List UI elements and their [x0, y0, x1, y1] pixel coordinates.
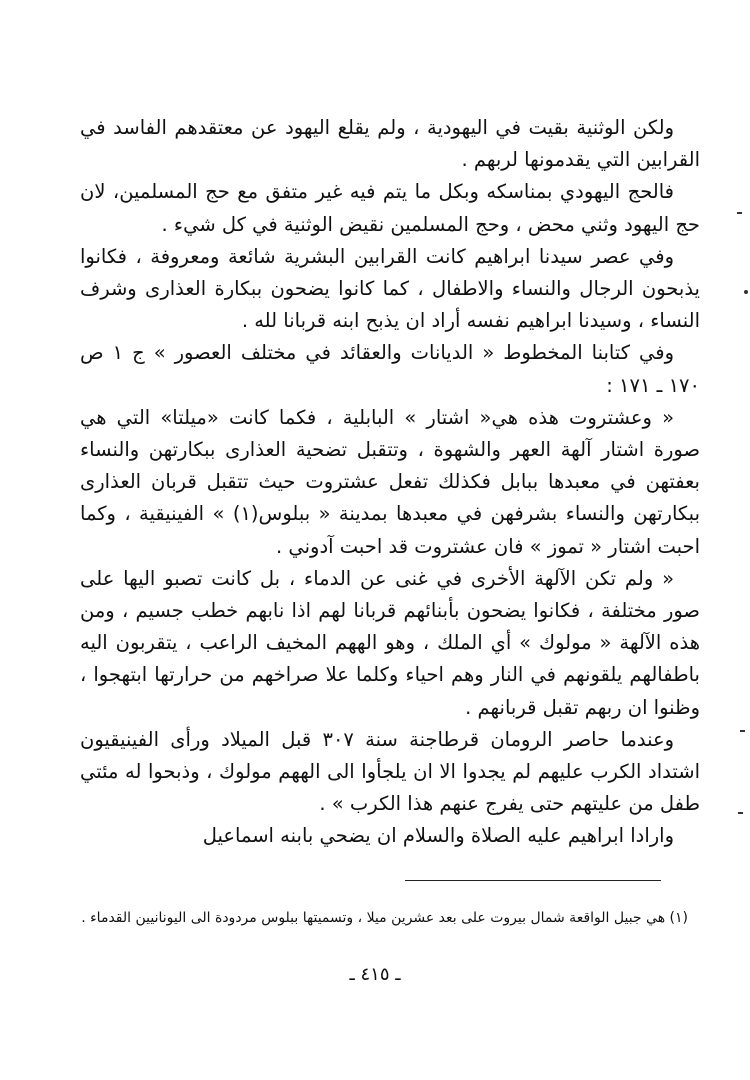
- paragraph-3: وفي عصر سيدنا ابراهيم كانت القرابين البشرية شائعة ومعروفة ، فكانوا يذبحون الرجال والنساء والاطفال ، كما كانوا يضحون ببكارة العذارى وشرف النساء ، وسيدنا ابراهيم نفسه أراد ان يذبح ابنه قربانا لله .: [80, 244, 700, 333]
- paragraph-6: « ولم تكن الآلهة الأخرى في غنى عن الدماء ، بل كانت تصبو اليها على صور مختلفة ، فكانوا يضحون بأبنائهم قربانا لهم اذا نابهم خطب جسيم ، ومن هذه الآلهة « مولوك » أي الملك ، وهو الههم المخيف الراعب ، يتقربون اليه باطفالهم يلقونهم في النار وهم احياء وكلما علا صراخهم من حرارتها ابتهجوا ، وظنوا ان ربهم تقبل قربانهم .: [80, 566, 700, 719]
- page-number: ـ ٤١٥ ـ: [349, 964, 401, 985]
- paragraph-5: « وعشتروت هذه هي« اشتار » البابلية ، فكما كانت «ميلتا» التي هي صورة اشتار آلهة العهر والشهوة ، وتتقبل تضحية العذارى ببكارتهن والنساء بعفتهن في معبدها ببابل فكذلك تفعل عشتروت حيث تتقبل قربان العذارى ببكارتهن والنساء بشرفهن في معبدها بمدينة « ببلوس(١) » الفينيقية ، وكما احبت اشتار « تموز » فان عشتروت قد احبت آدوني .: [80, 405, 700, 558]
- margin-mark: [744, 290, 748, 294]
- margin-mark: [740, 730, 745, 732]
- paragraph-8: وارادا ابراهيم عليه الصلاة والسلام ان يضحي بابنه اسماعيل: [202, 824, 674, 848]
- footnote-text: (١) هي جبيل الواقعة شمال بيروت على بعد عشرين ميلا ، وتسميتها ببلوس مردودة الى اليونانيين القدماء .: [81, 910, 688, 926]
- paragraph-7: وعندما حاصر الرومان قرطاجنة سنة ٣٠٧ قبل الميلاد ورأى الفينيقيون اشتداد الكرب عليهم لم يجدوا الا ان يلجأوا الى الههم مولوك ، وذبحوا له مئتي طفل من عليتهم حتى يفرج عنهم هذا الكرب » .: [80, 727, 700, 816]
- margin-mark: [737, 212, 742, 214]
- paragraph-4: وفي كتابنا المخطوط « الديانات والعقائد في مختلف العصور » ج ١ ص ١٧٠ ـ ١٧١ :: [80, 341, 700, 397]
- body-text: [80, 112, 700, 853]
- margin-mark: [738, 812, 743, 814]
- footnote: [80, 906, 700, 930]
- footnote-divider: [405, 880, 661, 881]
- paragraph-1: ولكن الوثنية بقيت في اليهودية ، ولم يقلع اليهود عن معتقدهم الفاسد في القرابين التي يقدمونها لربهم .: [80, 116, 700, 172]
- paragraph-2: فالحج اليهودي بمناسكه وبكل ما يتم فيه غير متفق مع حج المسلمين، لان حج اليهود وثني محض ، وحج المسلمين نقيض الوثنية في كل شيء .: [80, 180, 700, 236]
